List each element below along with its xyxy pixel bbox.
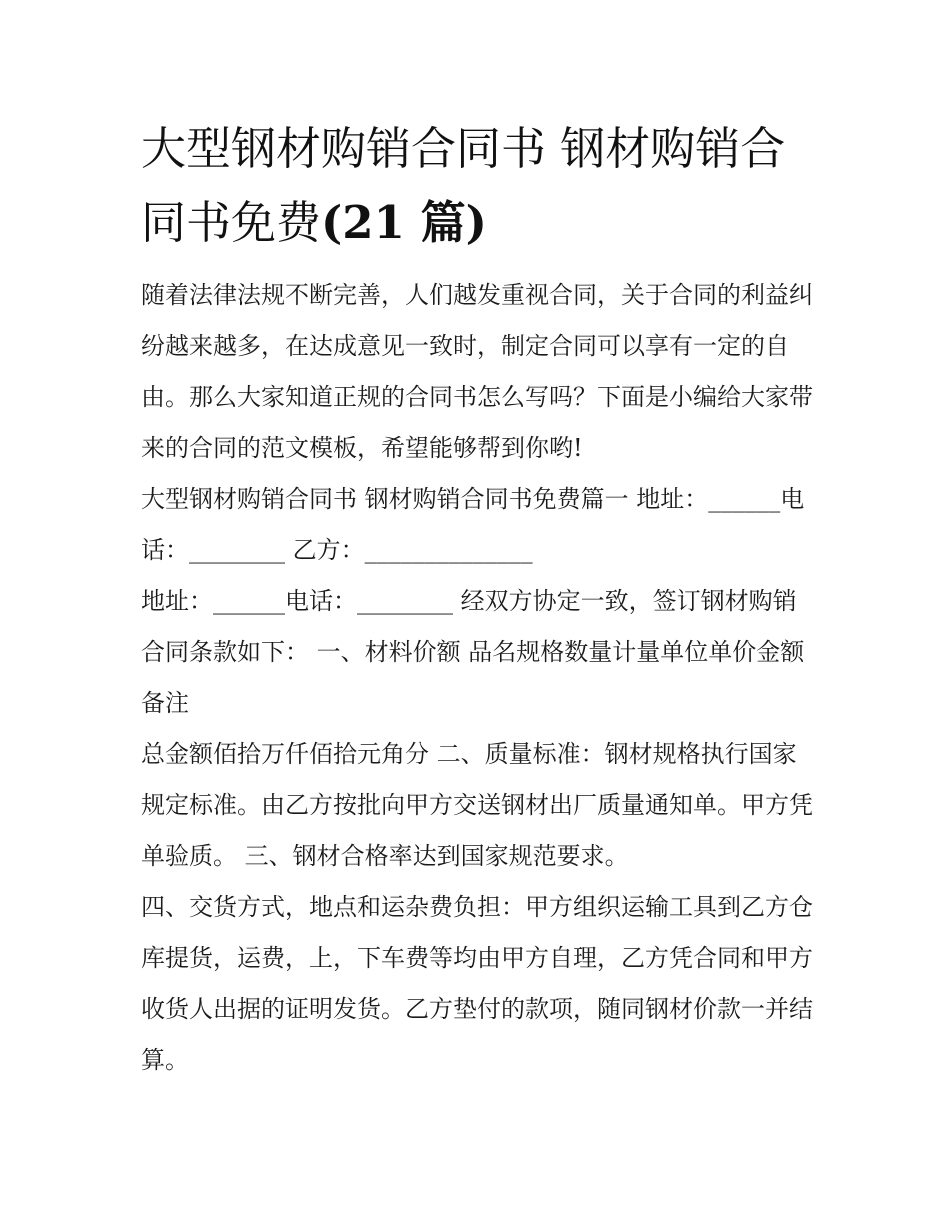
title-text: 大型钢材购销合同书 钢材购销合同书免费 bbox=[141, 122, 786, 249]
document-title bbox=[141, 112, 813, 260]
paragraph-intro: 随着法律法规不断完善，人们越发重视合同，关于合同的利益纠纷越来越多，在达成意见一致时，制定合同可以享有一定的自由。那么大家知道正规的合同书怎么写吗？下面是小编给大家带来的合同的范文模板，希望能够帮到你哟! bbox=[141, 281, 813, 462]
paragraph-party-info: 大型钢材购销合同书 钢材购销合同书免费篇一 地址：______电话：________ 乙方：______________ bbox=[141, 485, 805, 564]
paragraph-delivery: 四、交货方式，地点和运杂费负担：甲方组织运输工具到乙方仓库提货，运费，上，下车费等均由甲方自理，乙方凭合同和甲方收货人出据的证明发货。乙方垫付的款项，随同钢材价款一并结算。 bbox=[141, 893, 813, 1074]
paragraph-material-price: 地址：______电话：________ 经双方协定一致，签订钢材购销合同条款如下： 一、材料价额 品名规格数量计量单位单价金额备注 bbox=[141, 587, 805, 717]
paragraph-quality-standard: 总金额佰拾万仟佰拾元角分 二、质量标准：钢材规格执行国家规定标准。由乙方按批向甲方交送钢材出厂质量通知单。甲方凭单验质。 三、钢材合格率达到国家规范要求。 bbox=[141, 740, 813, 870]
title-count: (21 篇) bbox=[321, 196, 487, 249]
document-body bbox=[141, 112, 813, 1086]
